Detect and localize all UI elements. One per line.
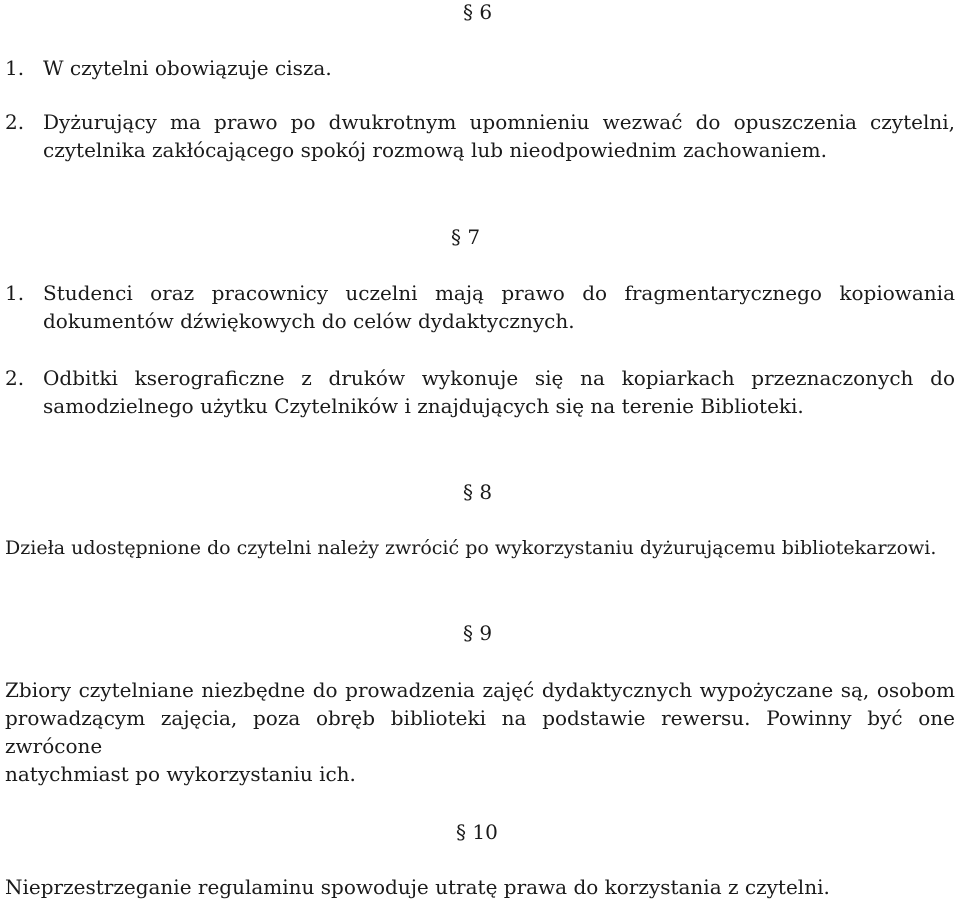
section-8-heading: § 8	[463, 480, 493, 504]
paragraph-text-line-1: Dyżurujący ma prawo po dwukrotnym upomnieniu wezwać do opuszczenia czytelni,	[43, 110, 955, 134]
paragraph-number: 1.	[5, 281, 25, 305]
paragraph-line-3: natychmiast po wykorzystaniu ich.	[5, 762, 356, 786]
section-9-heading: § 9	[463, 621, 493, 645]
section-10-heading: § 10	[456, 820, 498, 844]
section-6-heading: § 6	[463, 0, 493, 24]
section-7-paragraph-2	[5, 364, 955, 420]
paragraph-text-line-1: Odbitki kserograficzne z druków wykonuje się na kopiarkach przeznaczonych do	[43, 366, 955, 390]
paragraph-text-line-2: samodzielnego użytku Czytelników i znajdujących się na terenie Biblioteki.	[43, 394, 804, 418]
paragraph-number: 2.	[5, 110, 25, 134]
paragraph-number: 2.	[5, 366, 25, 390]
section-6-paragraph-2	[5, 108, 955, 164]
paragraph-number: 1.	[5, 56, 25, 80]
section-9-paragraph	[5, 676, 955, 788]
section-10-text: Nieprzestrzeganie regulaminu spowoduje utratę prawa do korzystania z czytelni.	[5, 875, 830, 899]
section-6-paragraph-1	[5, 54, 332, 82]
paragraph-text-line-2: dokumentów dźwiękowych do celów dydaktycznych.	[43, 309, 575, 333]
section-7-paragraph-1	[5, 279, 955, 335]
paragraph-text: W czytelni obowiązuje cisza.	[43, 56, 332, 80]
section-7-heading: § 7	[451, 225, 481, 249]
paragraph-line-2: prowadzącym zajęcia, poza obręb biblioteki na podstawie rewersu. Powinny być one zwrócone	[5, 706, 955, 758]
section-8-text: Dzieła udostępnione do czytelni należy zwrócić po wykorzystaniu dyżurującemu bibliotekarzowi.	[5, 537, 937, 559]
paragraph-line-1: Zbiory czytelniane niezbędne do prowadzenia zajęć dydaktycznych wypożyczane są, osobom	[5, 678, 955, 702]
paragraph-text-line-1: Studenci oraz pracownicy uczelni mają prawo do fragmentarycznego kopiowania	[43, 281, 955, 305]
paragraph-text-line-2: czytelnika zakłócającego spokój rozmową lub nieodpowiednim zachowaniem.	[43, 138, 828, 162]
